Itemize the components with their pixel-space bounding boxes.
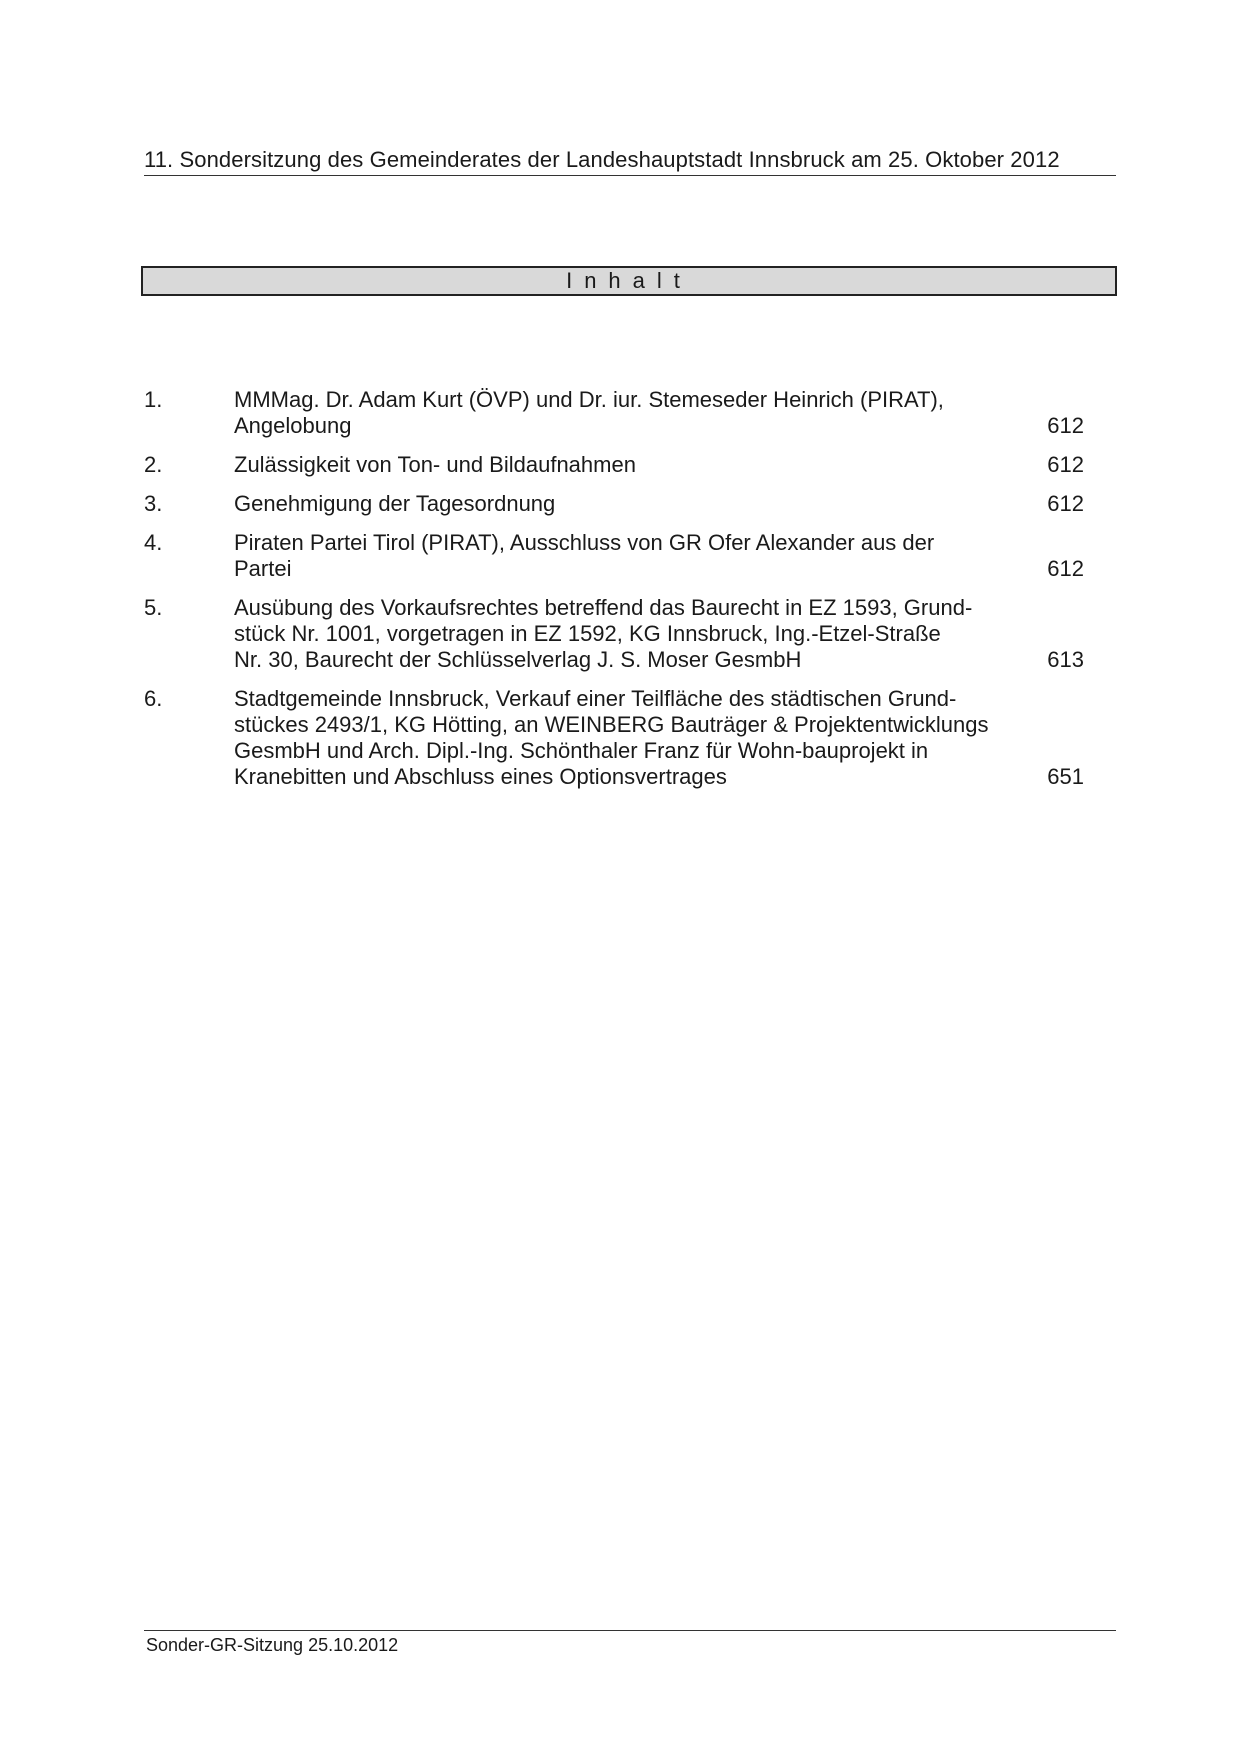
- toc-item-number: 5.: [144, 595, 163, 620]
- toc-item-number: 6.: [144, 686, 163, 711]
- toc-item[interactable]: [144, 686, 1084, 790]
- toc-item-title: Zulässigkeit von Ton- und Bildaufnahmen: [234, 452, 636, 477]
- section-heading-box: Inhalt: [141, 266, 1117, 296]
- toc-item-page: 613: [1047, 647, 1084, 672]
- toc-item[interactable]: [144, 595, 1084, 673]
- toc-item-title: Stadtgemeinde Innsbruck, Verkauf einer Teilfläche des städtischen Grund- stückes 2493/1, KG Hötting, an WEINBERG Bauträger & Projektentwicklungs GesmbH und Arch. Dipl.-Ing. Schönthaler Franz für Wohn-bauprojekt in Kranebitten und Abschluss eines Optionsvertrages: [234, 686, 989, 789]
- footer-divider: [144, 1630, 1116, 1631]
- table-of-contents: [144, 387, 1084, 803]
- toc-item-page: 612: [1047, 491, 1084, 516]
- toc-item-page: 612: [1047, 556, 1084, 581]
- toc-item-title: Genehmigung der Tagesordnung: [234, 491, 556, 516]
- header-divider: [144, 175, 1116, 176]
- toc-item-title: MMMag. Dr. Adam Kurt (ÖVP) und Dr. iur. Stemeseder Heinrich (PIRAT), Angelobung: [234, 387, 944, 438]
- toc-item-page: 651: [1047, 764, 1084, 789]
- toc-item-number: 4.: [144, 530, 163, 555]
- page-footer-text: Sonder-GR-Sitzung 25.10.2012: [146, 1635, 399, 1655]
- toc-item-page: 612: [1047, 413, 1084, 438]
- toc-item-number: 1.: [144, 387, 163, 412]
- toc-item-title: Ausübung des Vorkaufsrechtes betreffend das Baurecht in EZ 1593, Grund- stück Nr. 1001, vorgetragen in EZ 1592, KG Innsbruck, Ing.-Etzel-Straße Nr. 30, Baurecht der Schlüsselverlag J. S. Moser GesmbH: [234, 595, 973, 672]
- toc-item-number: 2.: [144, 452, 163, 477]
- toc-item[interactable]: [144, 491, 1084, 517]
- toc-item[interactable]: [144, 452, 1084, 478]
- toc-item-title: Piraten Partei Tirol (PIRAT), Ausschluss von GR Ofer Alexander aus der Partei: [234, 530, 935, 581]
- toc-item[interactable]: [144, 530, 1084, 582]
- toc-item[interactable]: [144, 387, 1084, 439]
- page-header-title: 11. Sondersitzung des Gemeinderates der Landeshauptstadt Innsbruck am 25. Oktober 2012: [144, 147, 1060, 172]
- toc-item-page: 612: [1047, 452, 1084, 477]
- toc-item-number: 3.: [144, 491, 163, 516]
